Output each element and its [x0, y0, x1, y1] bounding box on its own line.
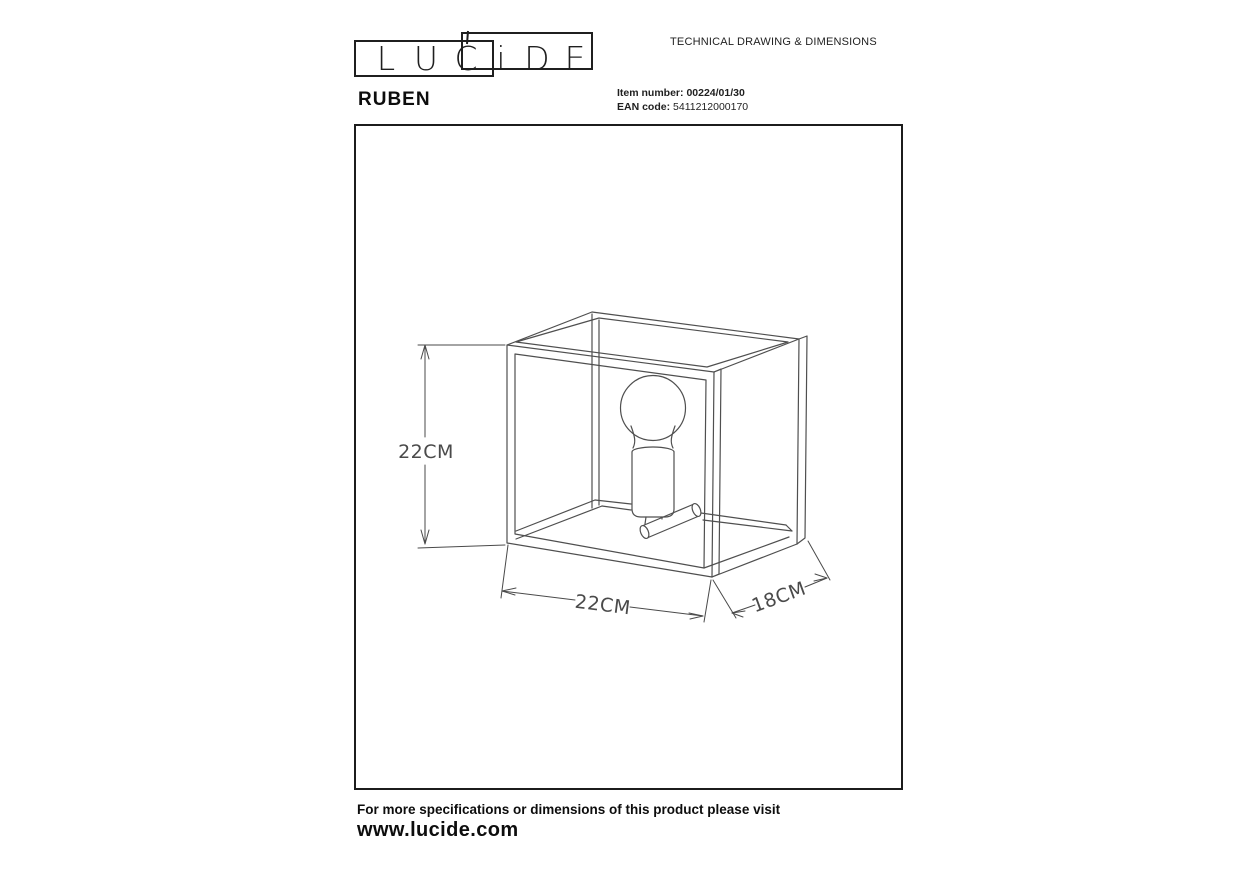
width-dimension-label: 22CM: [573, 590, 632, 620]
ean-label: EAN code:: [617, 100, 671, 113]
product-name: RUBEN: [358, 89, 431, 110]
product-meta: [617, 87, 748, 114]
logo-letter: C: [454, 39, 478, 78]
ean-value: 5411212000170: [673, 100, 749, 113]
logo-letter: D: [524, 39, 550, 78]
item-number-row: [617, 87, 748, 101]
rod-end-cap: [638, 524, 650, 539]
footer-note: For more specifications or dimensions of this product please visit: [357, 802, 781, 817]
light-bulb: [621, 376, 686, 525]
cube-wireframe: [507, 312, 807, 577]
ean-row: [617, 101, 748, 115]
website-url: www.lucide.com: [357, 819, 519, 841]
logo-letter: i: [496, 39, 506, 78]
item-number-label: Item number:: [617, 87, 684, 99]
bulb-glass: [621, 376, 686, 441]
logo-letter: L: [376, 39, 396, 78]
technical-drawing: [354, 124, 903, 790]
depth-dimension-label: 18CM: [748, 577, 809, 618]
lucide-logo: [354, 30, 598, 80]
document-type-label: TECHNICAL DRAWING & DIMENSIONS: [670, 36, 877, 48]
socket-body: [632, 452, 674, 517]
rod-end-cap: [690, 502, 702, 517]
logo-letter: U: [413, 39, 439, 78]
item-number-value: 00224/01/30: [686, 87, 745, 99]
height-dimension-label: 22CM: [398, 441, 454, 463]
logo-letter: E: [564, 39, 586, 78]
